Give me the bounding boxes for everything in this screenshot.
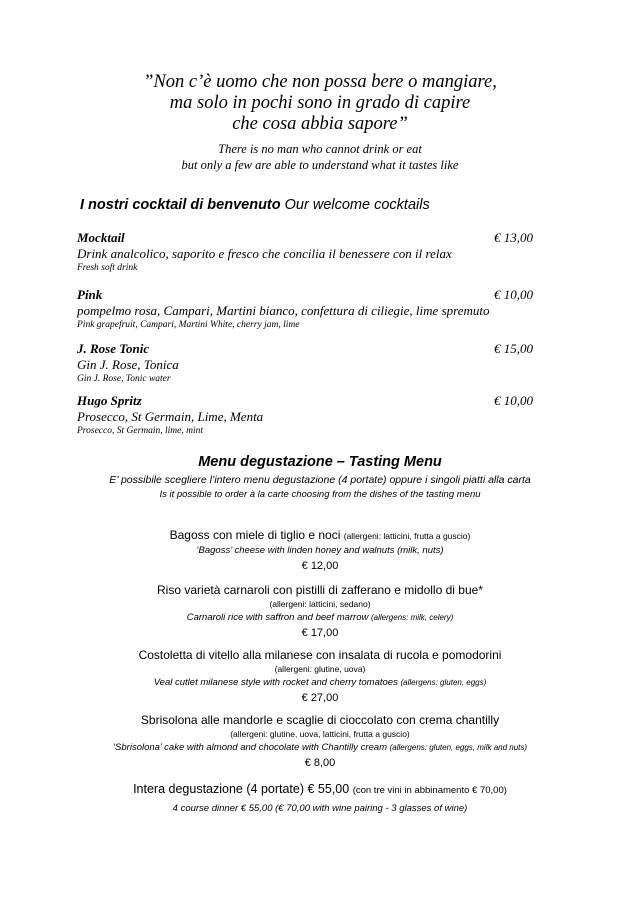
dish-name: Bagoss con miele di tiglio e noci xyxy=(169,528,341,542)
dish-price: € 12,00 xyxy=(301,560,339,572)
cocktail-price: € 10,00 xyxy=(494,393,533,408)
dish-allergens: (allergeni: glutine, uova) xyxy=(274,664,366,674)
cocktail-name: Hugo Spritz xyxy=(77,393,142,408)
cocktail-price: € 10,00 xyxy=(494,287,533,302)
quote-translation-line-2: but only a few are able to understand what it tastes like xyxy=(181,158,459,172)
cocktail-description: Gin J. Rose, Tonica xyxy=(77,357,179,372)
dish-price: € 8,00 xyxy=(304,757,336,769)
tasting-menu-subtitle-it: E’ possibile scegliere l’intero menu degustazione (4 portate) oppure i singoli piatti alla carta xyxy=(109,474,531,486)
dish-item xyxy=(0,527,640,575)
dish-allergens: (allergeni: latticini, sedano) xyxy=(269,599,371,609)
tasting-menu-subtitle-en: Is it possible to order à la carte choosing from the dishes of the tasting menu xyxy=(159,489,481,500)
cocktail-description: Prosecco, St Germain, Lime, Menta xyxy=(77,409,264,424)
dish-allergens-en: (allergens: gluten, eggs) xyxy=(400,678,487,687)
quote-line-1: ”Non c’è uomo che non possa bere o mangiare, xyxy=(143,72,497,92)
tasting-total-en: 4 course dinner € 55,00 (€ 70,00 with wine pairing - 3 glasses of wine) xyxy=(172,803,468,814)
cocktail-item xyxy=(77,287,537,332)
opening-quote xyxy=(0,72,640,135)
dish-item xyxy=(0,712,640,772)
dish-name: Costoletta di vitello alla milanese con insalata di rucola e pomodorini xyxy=(138,648,502,662)
tasting-total xyxy=(0,782,640,796)
dish-price: € 17,00 xyxy=(301,627,339,639)
cocktail-price: € 13,00 xyxy=(494,230,533,245)
cocktail-name: J. Rose Tonic xyxy=(77,341,150,356)
cocktail-item xyxy=(77,393,537,438)
cocktail-name: Mocktail xyxy=(77,230,125,245)
cocktails-title-it: I nostri cocktail di benvenuto xyxy=(80,197,281,213)
cocktail-name: Pink xyxy=(77,287,103,302)
quote-translation xyxy=(0,141,640,173)
cocktail-item xyxy=(77,341,537,386)
cocktail-description-en: Prosecco, St Germain, lime, mint xyxy=(77,426,204,436)
cocktails-title-en: Our welcome cocktails xyxy=(284,197,430,213)
cocktail-description-en: Gin J. Rose, Tonic water xyxy=(77,374,171,384)
tasting-total-wine: (con tre vini in abbinamento € 70,00) xyxy=(352,785,507,796)
dish-name: Sbrisolona alle mandorle e scaglie di cioccolato con crema chantilly xyxy=(140,713,500,727)
dish-name-en: Veal cutlet milanese style with rocket and cherry tomatoes xyxy=(153,677,398,688)
dish-allergens: (allergeni: latticini, frutta a guscio) xyxy=(343,531,471,541)
dish-name-en-line xyxy=(0,676,640,690)
cocktail-description-en: Fresh soft drink xyxy=(77,263,138,273)
dish-name-en-line xyxy=(0,741,640,755)
quote-translation-line-1: There is no man who cannot drink or eat xyxy=(218,142,422,156)
dish-name: Riso varietà carnaroli con pistilli di zafferano e midollo di bue* xyxy=(157,583,483,597)
cocktail-price: € 15,00 xyxy=(494,341,533,356)
cocktail-item xyxy=(77,230,537,275)
cocktail-description: pompelmo rosa, Campari, Martini bianco, confettura di ciliegie, lime spremuto xyxy=(77,303,490,318)
cocktail-description: Drink analcolico, saporito e fresco che concilia il benessere con il relax xyxy=(77,246,452,261)
dish-name-en: ‘Bagoss’ cheese with linden honey and walnuts (milk, nuts) xyxy=(196,545,444,556)
dish-name-en-line xyxy=(0,611,640,625)
dish-item xyxy=(0,582,640,642)
tasting-total-price: Intera degustazione (4 portate) € 55,00 xyxy=(133,782,350,796)
cocktails-section-title xyxy=(80,197,430,213)
dish-name-en: ‘Sbrisolona’ cake with almond and chocolate with Chantilly cream xyxy=(112,742,387,753)
dish-name-en: Carnaroli rice with saffron and beef marrow xyxy=(186,612,369,623)
dish-allergens-en: (allergens: milk, celery) xyxy=(371,613,454,622)
quote-line-3: che cosa abbia sapore” xyxy=(232,114,408,134)
dish-item xyxy=(0,647,640,707)
cocktail-description-en: Pink grapefruit, Campari, Martini White, cherry jam, lime xyxy=(77,320,300,330)
tasting-menu-title: Menu degustazione – Tasting Menu xyxy=(198,454,442,470)
dish-allergens: (allergeni: glutine, uova, latticini, frutta a guscio) xyxy=(230,729,410,739)
dish-allergens-en: (allergens: gluten, eggs, milk and nuts) xyxy=(389,743,528,752)
quote-line-2: ma solo in pochi sono in grado di capire xyxy=(169,93,471,113)
dish-name-line xyxy=(0,527,640,544)
dish-price: € 27,00 xyxy=(301,692,339,704)
